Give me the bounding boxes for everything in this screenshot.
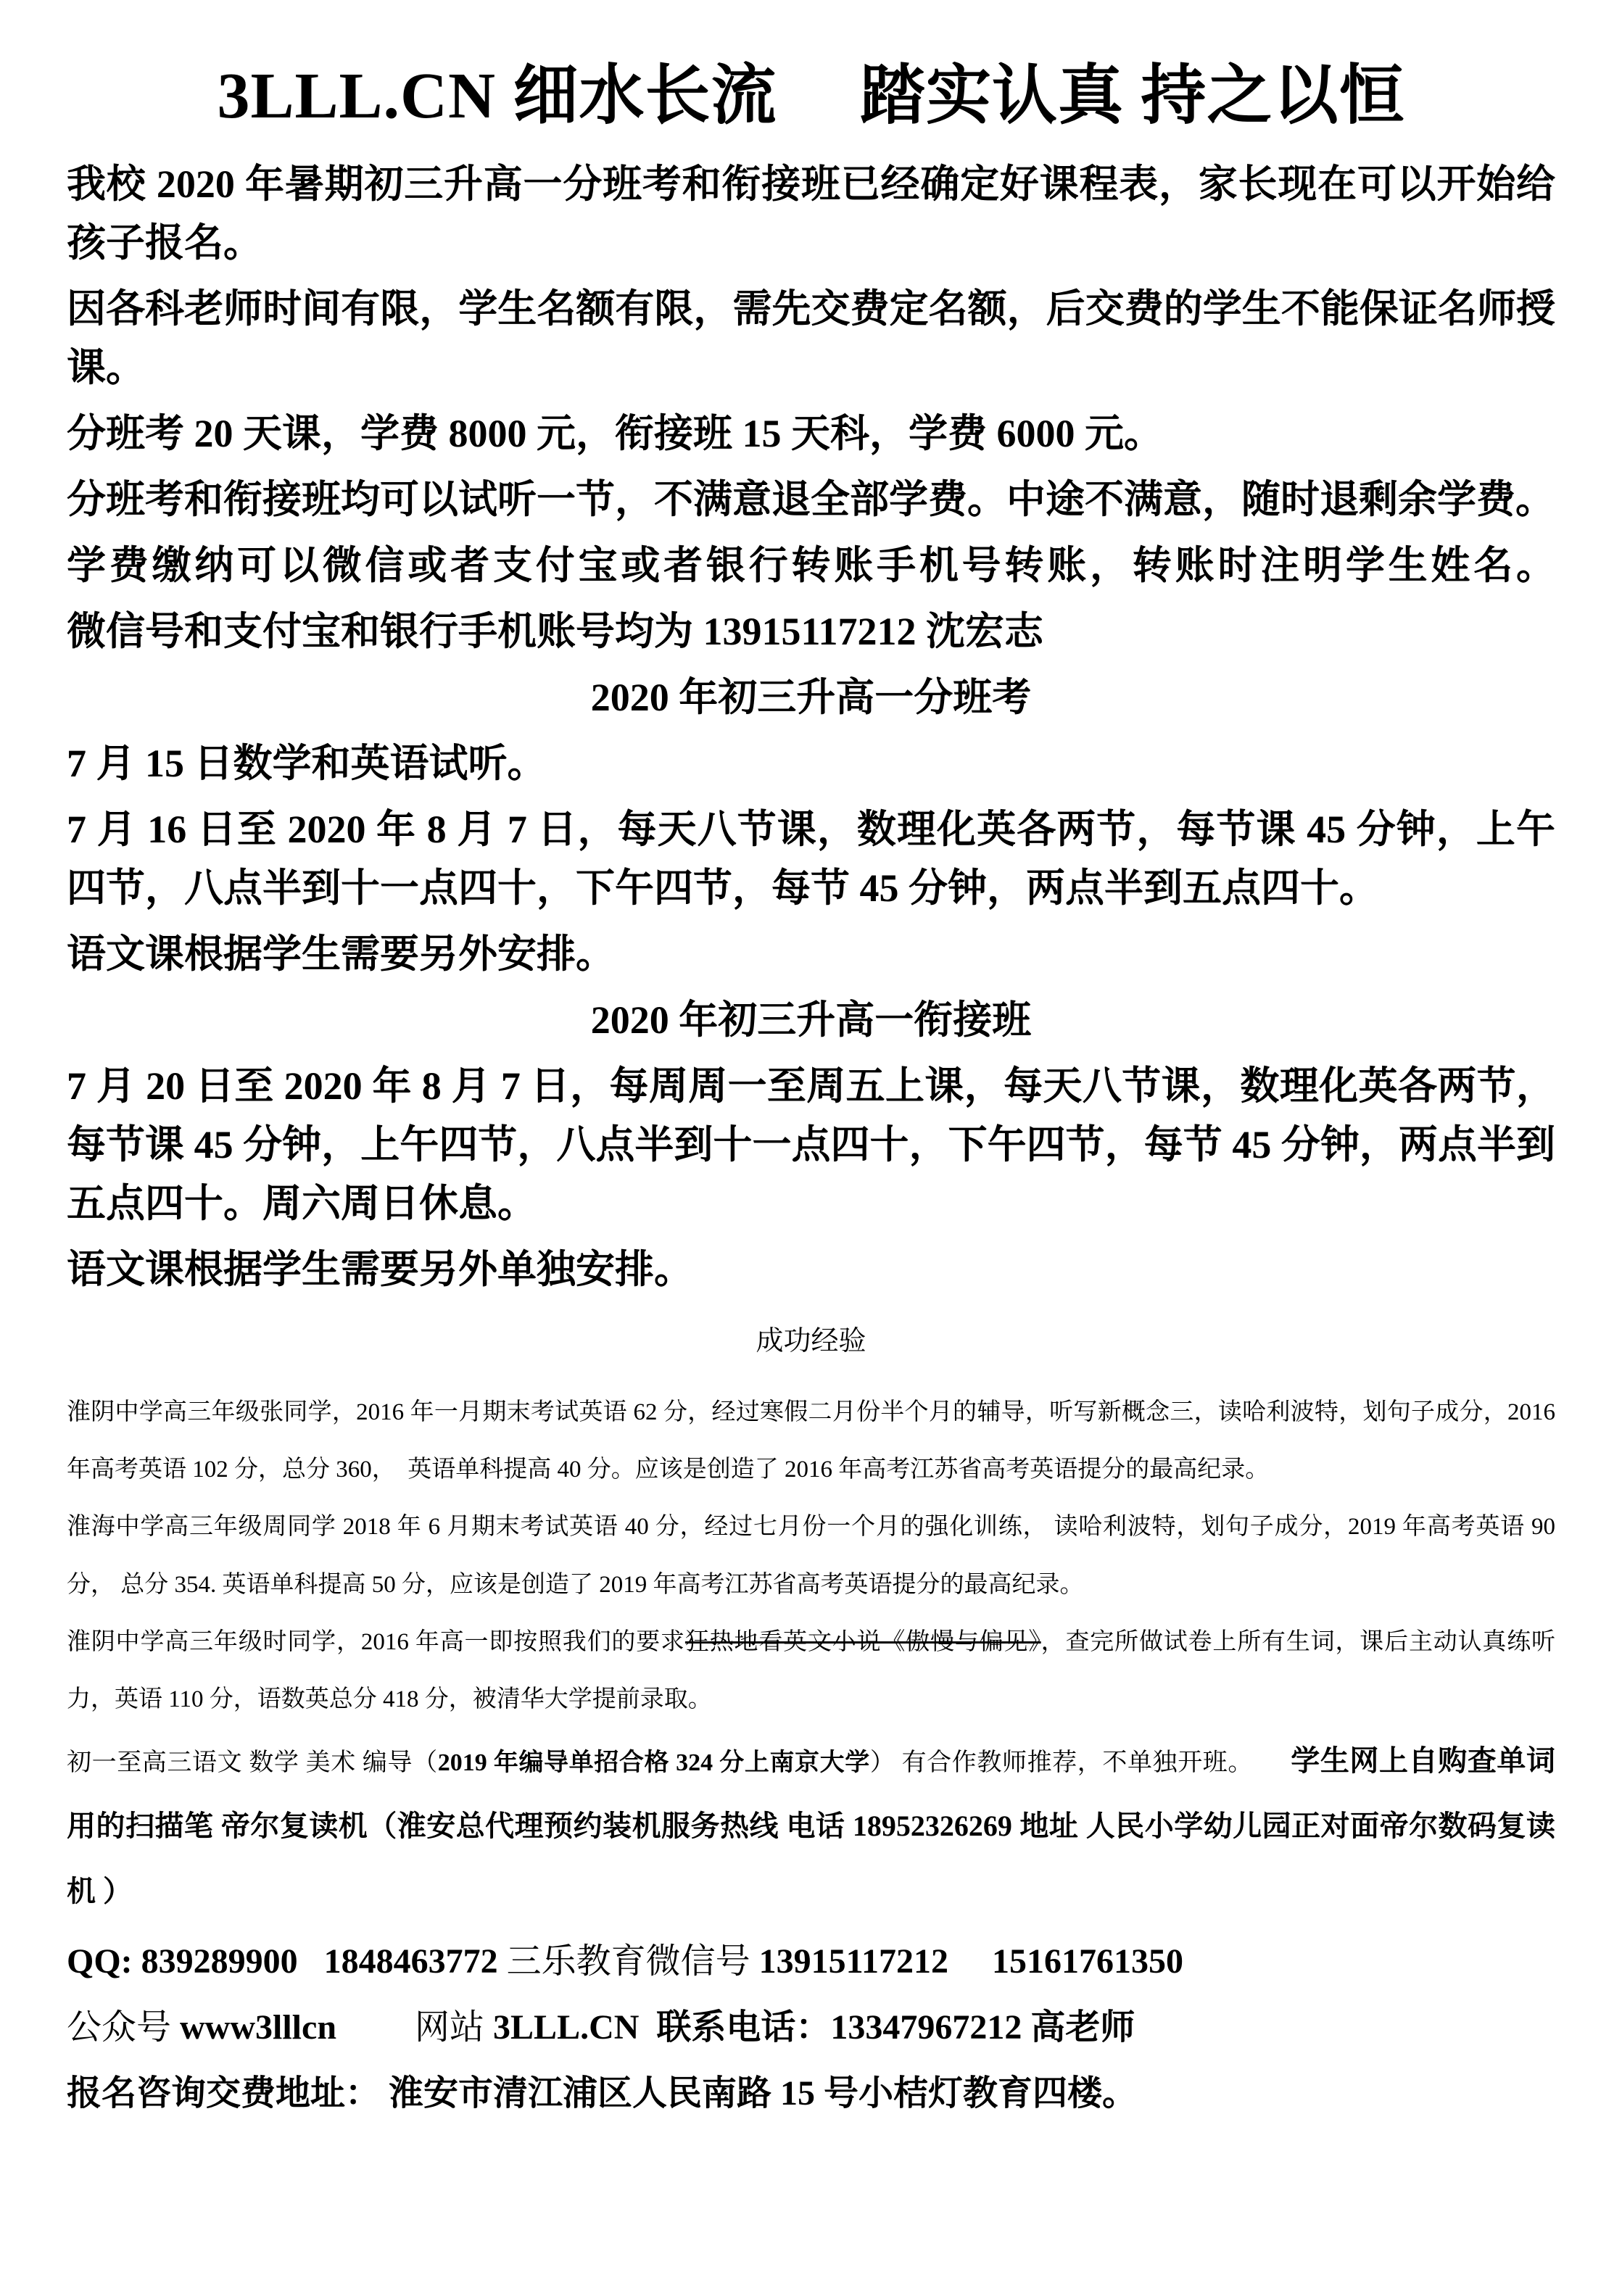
text-segment: 狂热地看英文小说《傲慢与偏见》 bbox=[684, 1628, 1041, 1655]
text-segment: QQ: 839289900 1848463772 bbox=[67, 1942, 507, 1981]
courses-and-scanner-paragraph bbox=[67, 1728, 1555, 1924]
intro-paragraph-2: 因各科老师时间有限，学生名额有限，需先交费定名额，后交费的学生不能保证名师授课。 bbox=[67, 287, 1555, 389]
bridge-section-heading: 2020 年初三升高一衔接班 bbox=[590, 998, 1032, 1042]
text-segment: 初一至高三语文 数学 美术 编导（ bbox=[67, 1749, 438, 1777]
text-segment: 联系电话：13347967212 高老师 bbox=[639, 2007, 1135, 2047]
page-title: 3LLL.CN 细水长流 踏实认真 持之以恒 bbox=[217, 60, 1405, 132]
intro-paragraph-4: 分班考和衔接班均可以试听一节，不满意退全部学费。中途不满意，随时退剩余学费。 bbox=[67, 478, 1555, 521]
success-story-1: 淮阴中学高三年级张同学，2016 年一月期末考试英语 62 分，经过寒假二月份半个月的辅导，听写新概念三，读哈利波特，划句子成分，2016 年高考英语 102 分，总分 360， 英语单科提高 40 分。应该是创造了 2016 年高考江苏省高考英语提分的最高纪录。 bbox=[67, 1399, 1562, 1483]
exam-paragraph-1: 7 月 15 日数学和英语试听。 bbox=[67, 742, 547, 785]
text-segment: 3LLL.CN bbox=[493, 2007, 640, 2047]
text-segment: 网站 bbox=[336, 2007, 494, 2047]
text-segment: 13915117212 15161761350 bbox=[758, 1942, 1184, 1981]
success-story-2: 淮海中学高三年级周同学 2018 年 6 月期末考试英语 40 分，经过七月份一个月的强化训练， 读哈利波特，划句子成分，2019 年高考英语 90 分， 总分 354. 英语单科提高 50 分，应该是创造了 2019 年高考江苏省高考英语提分的最高纪录。 bbox=[67, 1514, 1562, 1598]
qq-contact-line bbox=[67, 1934, 1555, 1990]
text-segment: 淮阴中学高三年级时同学，2016 年高一即按照我们的要求 bbox=[67, 1628, 685, 1655]
success-section-heading: 成功经验 bbox=[756, 1326, 866, 1356]
text-segment: 公众号 bbox=[67, 2007, 181, 2047]
text-segment: ） 有合作教师推荐，不单独开班。 bbox=[869, 1749, 1291, 1777]
text-segment: ，查完所做试卷上所有生词，课后主动认真练听力，英语 110 分，语数英总分 418 分，被清华大学提前录取。 bbox=[67, 1628, 1556, 1712]
success-story-3 bbox=[67, 1614, 1555, 1728]
bridge-paragraph-1: 7 月 20 日至 2020 年 8 月 7 日，每周周一至周五上课，每天八节课，数理化英各两节，每节课 45 分钟，上午四节，八点半到十一点四十，下午四节，每节 45 分钟，两点半到五点四十。周六周日休息。 bbox=[67, 1064, 1555, 1225]
text-segment: 2019 年编导单招合格 324 分上南京大学 bbox=[437, 1749, 870, 1777]
exam-paragraph-3: 语文课根据学生需要另外安排。 bbox=[67, 932, 615, 976]
intro-paragraph-3: 分班考 20 天课，学费 8000 元，衔接班 15 天科，学费 6000 元。 bbox=[67, 412, 1163, 455]
website-contact-line bbox=[67, 2000, 1555, 2056]
bridge-paragraph-2: 语文课根据学生需要另外单独安排。 bbox=[67, 1248, 693, 1291]
text-segment: www3lllcn bbox=[180, 2007, 337, 2047]
exam-section-heading: 2020 年初三升高一分班考 bbox=[590, 676, 1032, 719]
payment-paragraph: 学费缴纳可以微信或者支付宝或者银行转账手机号转账，转账时注明学生姓名。 bbox=[67, 544, 1555, 587]
intro-paragraph-1: 我校 2020 年暑期初三升高一分班考和衔接班已经确定好课程表，家长现在可以开始给孩子报名。 bbox=[67, 162, 1555, 265]
text-segment: 三乐教育微信号 bbox=[506, 1942, 759, 1981]
address-line: 报名咨询交费地址： 淮安市清江浦区人民南路 15 号小桔灯教育四楼。 bbox=[67, 2073, 1138, 2113]
text-segment: 学生网上自购查单词用的扫描笔 帝尔复读机（淮安总代理预约装机服务热线 电话 18952326269 地址 人民小学幼儿园正对面帝尔数码复读机 ） bbox=[67, 1744, 1556, 1908]
wechat-account-paragraph: 微信号和支付宝和银行手机账号均为 13915117212 沈宏志 bbox=[67, 610, 1044, 653]
exam-paragraph-2: 7 月 16 日至 2020 年 8 月 7 日，每天八节课，数理化英各两节，每节课 45 分钟，上午四节，八点半到十一点四十，下午四节，每节 45 分钟，两点半到五点四十。 bbox=[67, 808, 1555, 910]
